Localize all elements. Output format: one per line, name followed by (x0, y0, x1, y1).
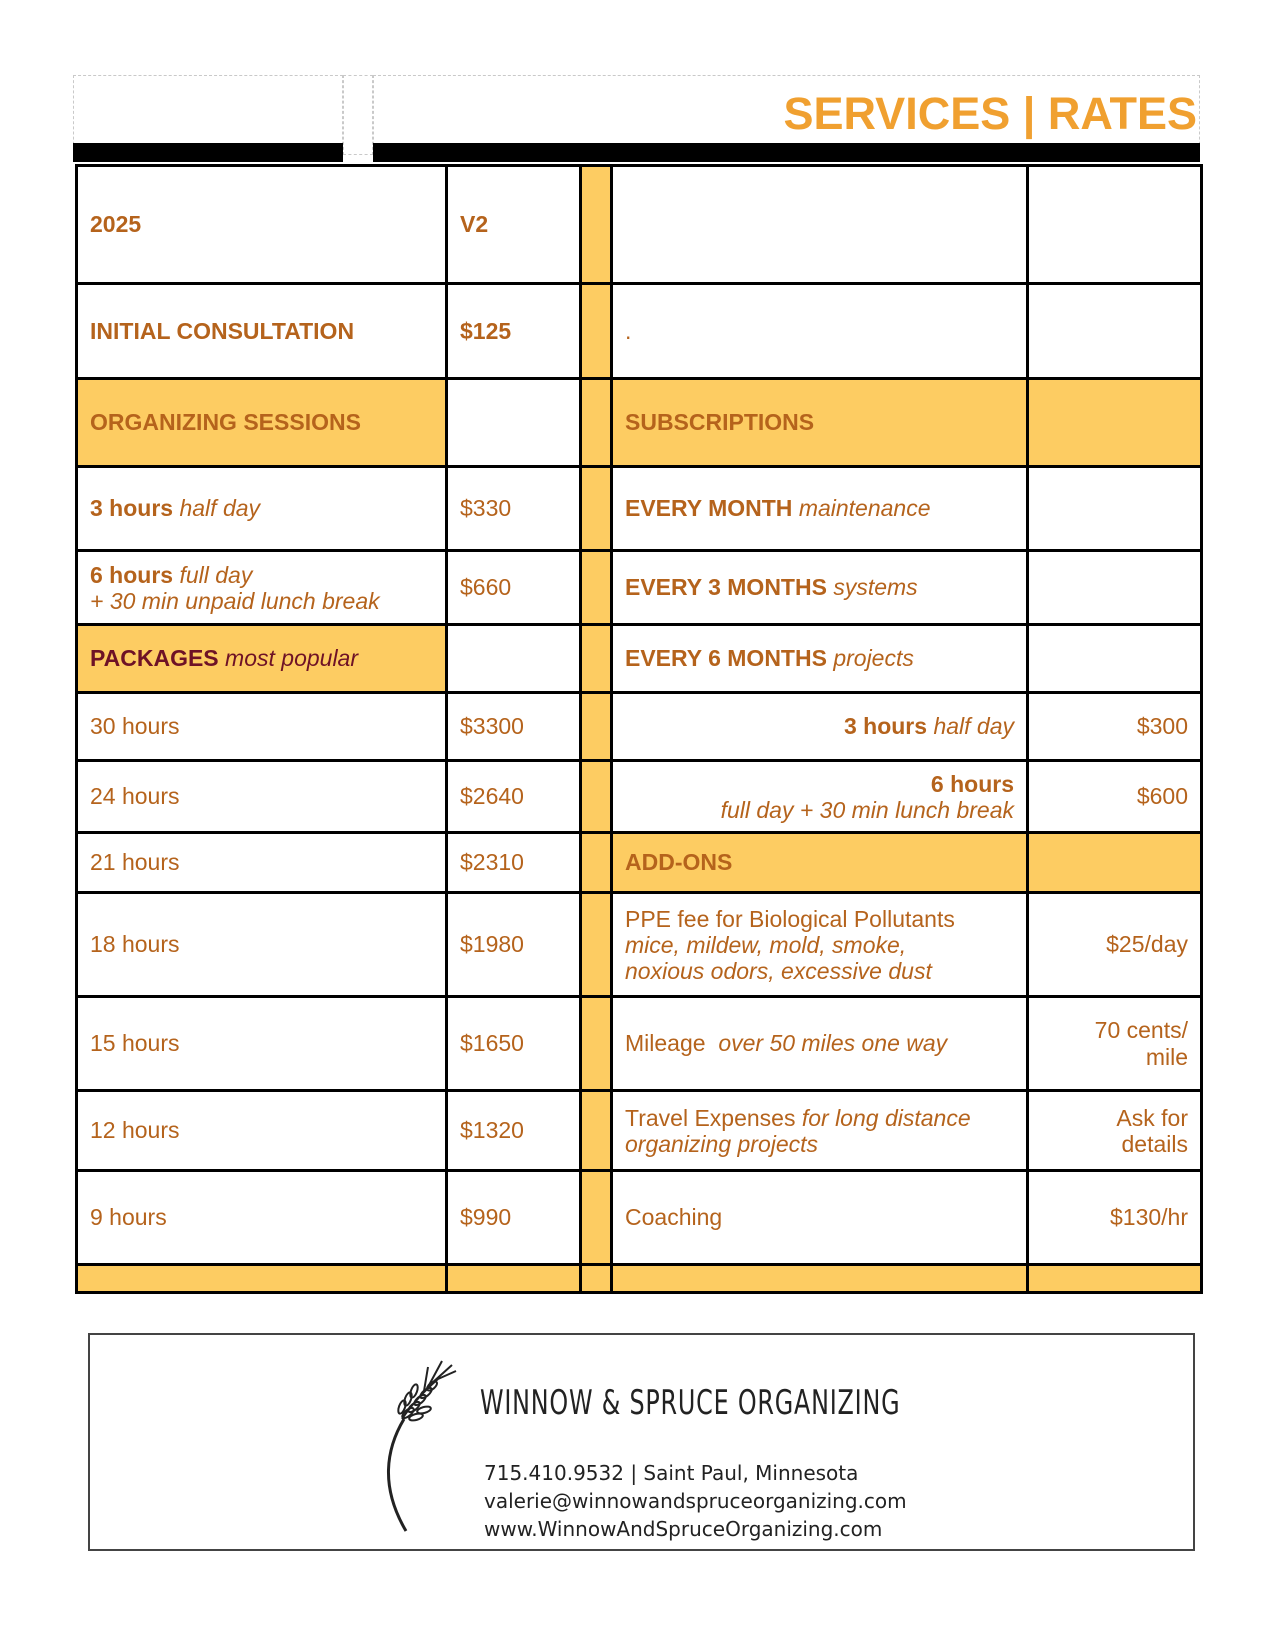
session-desc: half day (179, 495, 261, 521)
package-price: $1650 (447, 997, 581, 1091)
table-row (77, 551, 1202, 625)
table-row (77, 1091, 1202, 1171)
addon-price (1028, 997, 1202, 1091)
package-price: $1980 (447, 893, 581, 997)
package-price: $2310 (447, 833, 581, 893)
session-extra: + 30 min unpaid lunch break (90, 587, 380, 614)
subscription-desc: maintenance (798, 495, 931, 521)
addon-name: Travel Expenses (625, 1104, 796, 1131)
table-row (77, 379, 1202, 467)
empty-cell (1028, 379, 1202, 467)
gap-cell (581, 166, 612, 284)
empty-cell (1028, 1265, 1202, 1293)
package-hours: 21 hours (77, 833, 447, 893)
contact-info (484, 1459, 907, 1543)
subscription-rate-hours: 3 hours (843, 713, 928, 739)
empty-cell (447, 379, 581, 467)
subscription-desc: systems (833, 574, 918, 600)
empty-cell (447, 1265, 581, 1293)
subscription-rate-label (612, 761, 1028, 833)
addon-desc: for long distance (801, 1104, 971, 1131)
rates-table (75, 164, 1203, 1294)
addon-label (612, 893, 1028, 997)
session-desc: full day (179, 561, 253, 588)
session-hours: 3 hours (90, 495, 174, 521)
header-rule-left (73, 143, 343, 162)
email-address: valerie@winnowandspruceorganizing.com (484, 1489, 907, 1513)
empty-cell (1028, 833, 1202, 893)
gap-cell (581, 284, 612, 379)
session-price: $660 (447, 551, 581, 625)
footer-box (88, 1333, 1195, 1551)
addon-price: $25/day (1028, 893, 1202, 997)
subscription-frequency: EVERY 6 MONTHS (625, 645, 827, 671)
gap-cell (581, 833, 612, 893)
gap-cell (581, 761, 612, 833)
addon-desc: over 50 miles one way (718, 1030, 948, 1056)
package-price: $2640 (447, 761, 581, 833)
addons-heading: ADD-ONS (612, 833, 1028, 893)
empty-cell (1028, 284, 1202, 379)
subscription-frequency: EVERY 3 MONTHS (625, 574, 827, 600)
package-hours: 15 hours (77, 997, 447, 1091)
package-price: $1320 (447, 1091, 581, 1171)
website-url: www.WinnowAndSpruceOrganizing.com (484, 1517, 883, 1541)
package-hours: 18 hours (77, 893, 447, 997)
packages-heading (77, 625, 447, 693)
subscription-rate-label (612, 693, 1028, 761)
addon-desc-2: organizing projects (625, 1130, 819, 1157)
addon-price-line2: details (1121, 1130, 1188, 1157)
session-price: $330 (447, 467, 581, 551)
table-row (77, 833, 1202, 893)
package-hours: 30 hours (77, 693, 447, 761)
addon-desc: mice, mildew, mold, smoke, (625, 931, 907, 958)
organizing-sessions-heading: ORGANIZING SESSIONS (77, 379, 447, 467)
package-hours: 9 hours (77, 1171, 447, 1265)
package-price: $990 (447, 1171, 581, 1265)
addon-label (612, 997, 1028, 1091)
addon-label (612, 1091, 1028, 1171)
package-price: $3300 (447, 693, 581, 761)
wheat-logo-icon (372, 1357, 462, 1537)
subscription-item (612, 625, 1028, 693)
consultation-price: $125 (447, 284, 581, 379)
empty-cell (1028, 625, 1202, 693)
year-label: 2025 (77, 166, 447, 284)
subscription-rate-price: $300 (1028, 693, 1202, 761)
addon-price-line1: 70 cents/ (1094, 1016, 1188, 1043)
addon-name: Mileage (625, 1030, 712, 1056)
phone-city: 715.410.9532 | Saint Paul, Minnesota (484, 1461, 859, 1485)
package-hours: 12 hours (77, 1091, 447, 1171)
subscription-item (612, 551, 1028, 625)
table-row (77, 893, 1202, 997)
table-row (77, 693, 1202, 761)
subscription-item (612, 467, 1028, 551)
gap-cell (581, 893, 612, 997)
empty-cell (612, 166, 1028, 284)
addon-price-line2: mile (1145, 1043, 1188, 1070)
addon-name: PPE fee for Biological Pollutants (625, 905, 955, 932)
subscriptions-heading: SUBSCRIPTIONS (612, 379, 1028, 467)
addon-desc-2: noxious odors, excessive dust (625, 957, 932, 984)
addon-price (1028, 1091, 1202, 1171)
subscription-rate-desc: full day + 30 min lunch break (720, 796, 1014, 823)
addon-name: Coaching (612, 1171, 1028, 1265)
gap-cell (581, 997, 612, 1091)
subscription-desc: projects (833, 645, 914, 671)
consultation-label: INITIAL CONSULTATION (77, 284, 447, 379)
table-row (77, 1171, 1202, 1265)
empty-cell (77, 1265, 447, 1293)
table-row (77, 1265, 1202, 1293)
subscription-frequency: EVERY MONTH (625, 495, 793, 521)
empty-cell (447, 625, 581, 693)
version-label: V2 (447, 166, 581, 284)
subscription-rate-desc: half day (933, 713, 1014, 739)
packages-note: most popular (225, 645, 359, 671)
empty-cell (1028, 551, 1202, 625)
gap-cell (581, 625, 612, 693)
session-hours: 6 hours (90, 561, 174, 588)
gap-cell (581, 1265, 612, 1293)
addon-price: $130/hr (1028, 1171, 1202, 1265)
gap-cell (581, 551, 612, 625)
subscription-rate-price: $600 (1028, 761, 1202, 833)
gap-cell (581, 467, 612, 551)
header-guide-mid (343, 75, 373, 155)
table-row (77, 284, 1202, 379)
table-row (77, 997, 1202, 1091)
brand-name: WINNOW & SPRUCE ORGANIZING (480, 1383, 901, 1423)
empty-cell (612, 1265, 1028, 1293)
table-row (77, 467, 1202, 551)
addon-price-line1: Ask for (1116, 1104, 1188, 1131)
packages-title: PACKAGES (90, 645, 219, 671)
empty-cell (1028, 166, 1202, 284)
package-hours: 24 hours (77, 761, 447, 833)
header-rule-right (373, 143, 1200, 162)
subscription-rate-hours: 6 hours (930, 770, 1014, 797)
gap-cell (581, 1171, 612, 1265)
page-title: SERVICES | RATES (783, 88, 1197, 139)
consultation-note: . (612, 284, 1028, 379)
table-row (77, 761, 1202, 833)
session-label (77, 551, 447, 625)
empty-cell (1028, 467, 1202, 551)
gap-cell (581, 693, 612, 761)
gap-cell (581, 379, 612, 467)
table-row (77, 166, 1202, 284)
table-row (77, 625, 1202, 693)
gap-cell (581, 1091, 612, 1171)
session-label (77, 467, 447, 551)
